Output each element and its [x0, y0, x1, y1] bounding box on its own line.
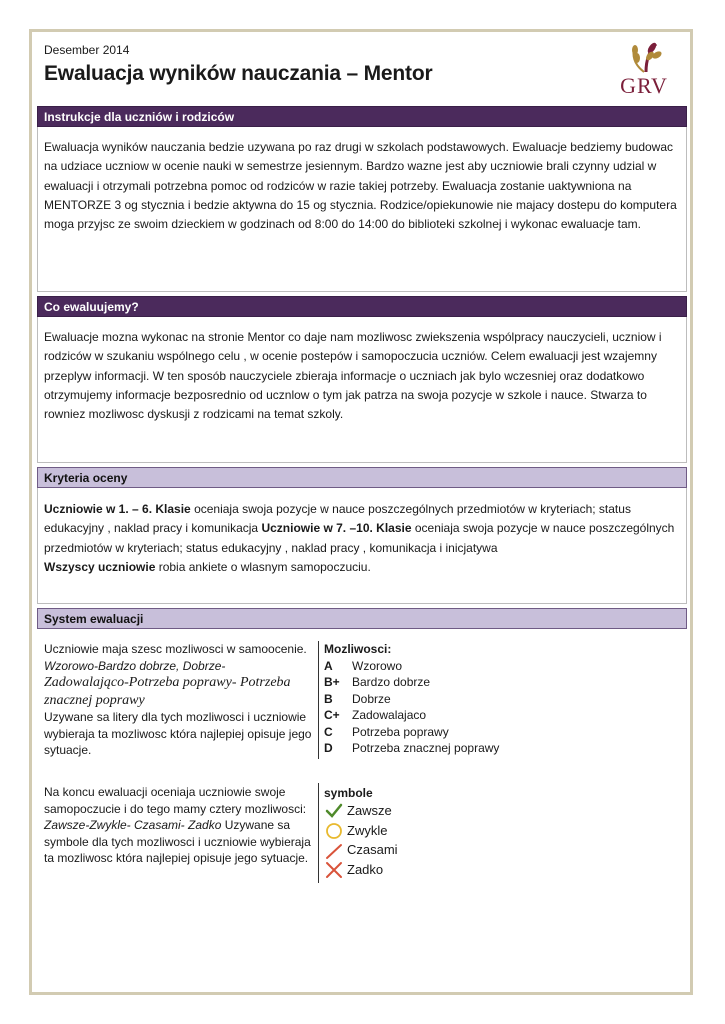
symbols-description: [44, 784, 314, 867]
criteria-text: [44, 500, 680, 577]
symbol-row: [324, 861, 398, 881]
document-date: Desember 2014: [44, 43, 130, 57]
grades-description: [44, 641, 314, 759]
grades-list: [324, 641, 499, 757]
column-divider: [318, 641, 319, 759]
section-heading-system: System ewaluacji: [37, 608, 687, 629]
grade-row: [324, 707, 499, 724]
grades-serif-list: Zadowalająco-Potrzeba poprawy- Potrzeba znacznej poprawy: [44, 675, 291, 708]
grades-italic-list: Wzorowo-Bardzo dobrze, Dobrze-: [44, 658, 226, 673]
column-divider: [318, 783, 319, 883]
grades-heading: Mozliwosci:: [324, 642, 392, 656]
grade-label: Dobrze: [352, 691, 391, 706]
section-heading-instructions: Instrukcje dla uczniów i rodziców: [37, 106, 687, 127]
section-heading-what: Co ewaluujemy?: [37, 296, 687, 317]
what-text: Ewaluacje mozna wykonac na stronie Mentor co daje nam mozliwosc zwiekszenia wspólpracy nauczycieli, uczniow i rodziców w szukaniu wspólnego celu , w ocenie postepów i samopoczucia uczniów. Celem ewaluacji jest wzajemny przeplyw informacji. W ten sposób nauczyciele zbieraja informacje o uczniach jak bylo wczesniej oraz dodatkowo otrzymujemy informacje bezposrednio od ucznlow o tym jak patrza na swoja pozycje w szkole i nauce. Stwarza to rowniez mozliwosc dyskusji z rodzicami na temat szkoly.: [44, 330, 662, 422]
symbols-explanation: Uzywane sa symbole dla tych mozliwosci i uczniowie wybieraja ta mozliwosc która najlepiej opisuje jego sytuacje.: [44, 818, 311, 865]
grade-label: Bardzo dobrze: [352, 675, 431, 689]
grv-logo: [616, 36, 676, 98]
grade-row: [324, 658, 499, 675]
grade-row: [324, 674, 499, 691]
check-icon: [324, 802, 344, 820]
criteria-text-2: oceniaja swoja pozycje w nauce poszczególnych przedmiotów w kryteriach; status edukacyjny , naklad pracy , komunikacja i inicjatywa: [44, 521, 675, 555]
symbol-label: Czasami: [347, 842, 398, 858]
grade-label: Potrzeba znacznej poprawy: [352, 741, 500, 755]
criteria-text-1: oceniaja swoja pozycje w nauce poszczególnych przedmiotów w kryteriach; status edukacyjny , naklad pracy i komunikacja: [44, 502, 631, 536]
instructions-text: Ewaluacja wyników nauczania bedzie uzywana po raz drugi w szkolach podstawowych. Ewaluacje bedziemy budowac na udziace uczniow w ocenie nauki w semestrze jesiennym. Bardzo wazne jest aby uczniowie brali czynny udzial w ewaluacji i otrzymali potrzebna pomoc od rodziców w razie takiej potrzeby. Ewaluacja zostanie uaktywniona na MENTORZE 3 og stycznia i bedzie aktywna do 15 og stycznia. Rodzice/opiekunowie nie majacy dostepu do komputera moga przyjsc ze swoim dzieckiem w godzinach od 8:00 do 14:00 do biblioteki szkolnej i wykonac ewaluacje tam.: [44, 140, 677, 232]
grade-letter: D: [324, 741, 333, 755]
grade-label: Wzorowo: [352, 658, 403, 673]
criteria-text-3: robia ankiete o wlasnym samopoczuciu.: [155, 559, 371, 574]
grade-letter: C: [324, 724, 333, 739]
grade-row: [324, 740, 499, 757]
page-title: Ewaluacja wyników nauczania – Mentor: [44, 62, 433, 85]
symbol-label: Zwykle: [347, 822, 388, 838]
grade-label: Potrzeba poprawy: [352, 724, 449, 739]
section-heading-criteria: Kryteria oceny: [37, 467, 687, 488]
symbols-heading: symbole: [324, 786, 373, 800]
grade-letter: A: [324, 658, 333, 673]
cross-icon: [324, 861, 344, 879]
circle-icon: [324, 822, 344, 840]
symbols-list: [324, 785, 398, 880]
grades-explanation: Uzywane sa litery dla tych mozliwosci i uczniowie wybieraja ta mozliwosc która najlepiej opisuje jego sytuacje.: [44, 710, 312, 757]
logo-text: GRV: [620, 73, 668, 98]
grade-label: Zadowalajaco: [352, 708, 427, 722]
wheat-icon: [616, 36, 676, 76]
symbol-row: [324, 821, 398, 841]
grade-row: [324, 691, 499, 708]
symbols-italic-list: Zawsze-Zwykle- Czasami- Zadko: [44, 818, 222, 832]
symbol-row: [324, 802, 398, 822]
symbols-intro: Na koncu ewaluacji oceniaja uczniowie swoje samopoczucie i do tego mamy cztery mozliwosci:: [44, 785, 307, 816]
slash-icon: [324, 842, 344, 860]
grade-letter: B: [324, 691, 333, 706]
symbol-label: Zadko: [347, 862, 384, 878]
criteria-group-3: Wszyscy uczniowie: [44, 559, 156, 574]
criteria-group-2: Uczniowie w 7. –10. Klasie: [261, 521, 412, 536]
symbol-label: Zawsze: [347, 803, 392, 819]
grade-letter: B+: [324, 675, 340, 689]
grade-letter: C+: [324, 708, 340, 722]
symbol-row: [324, 841, 398, 861]
grades-intro: Uczniowie maja szesc mozliwosci w samoocenie.: [44, 642, 307, 656]
grade-row: [324, 724, 499, 741]
criteria-group-1: Uczniowie w 1. – 6. Klasie: [44, 502, 191, 516]
